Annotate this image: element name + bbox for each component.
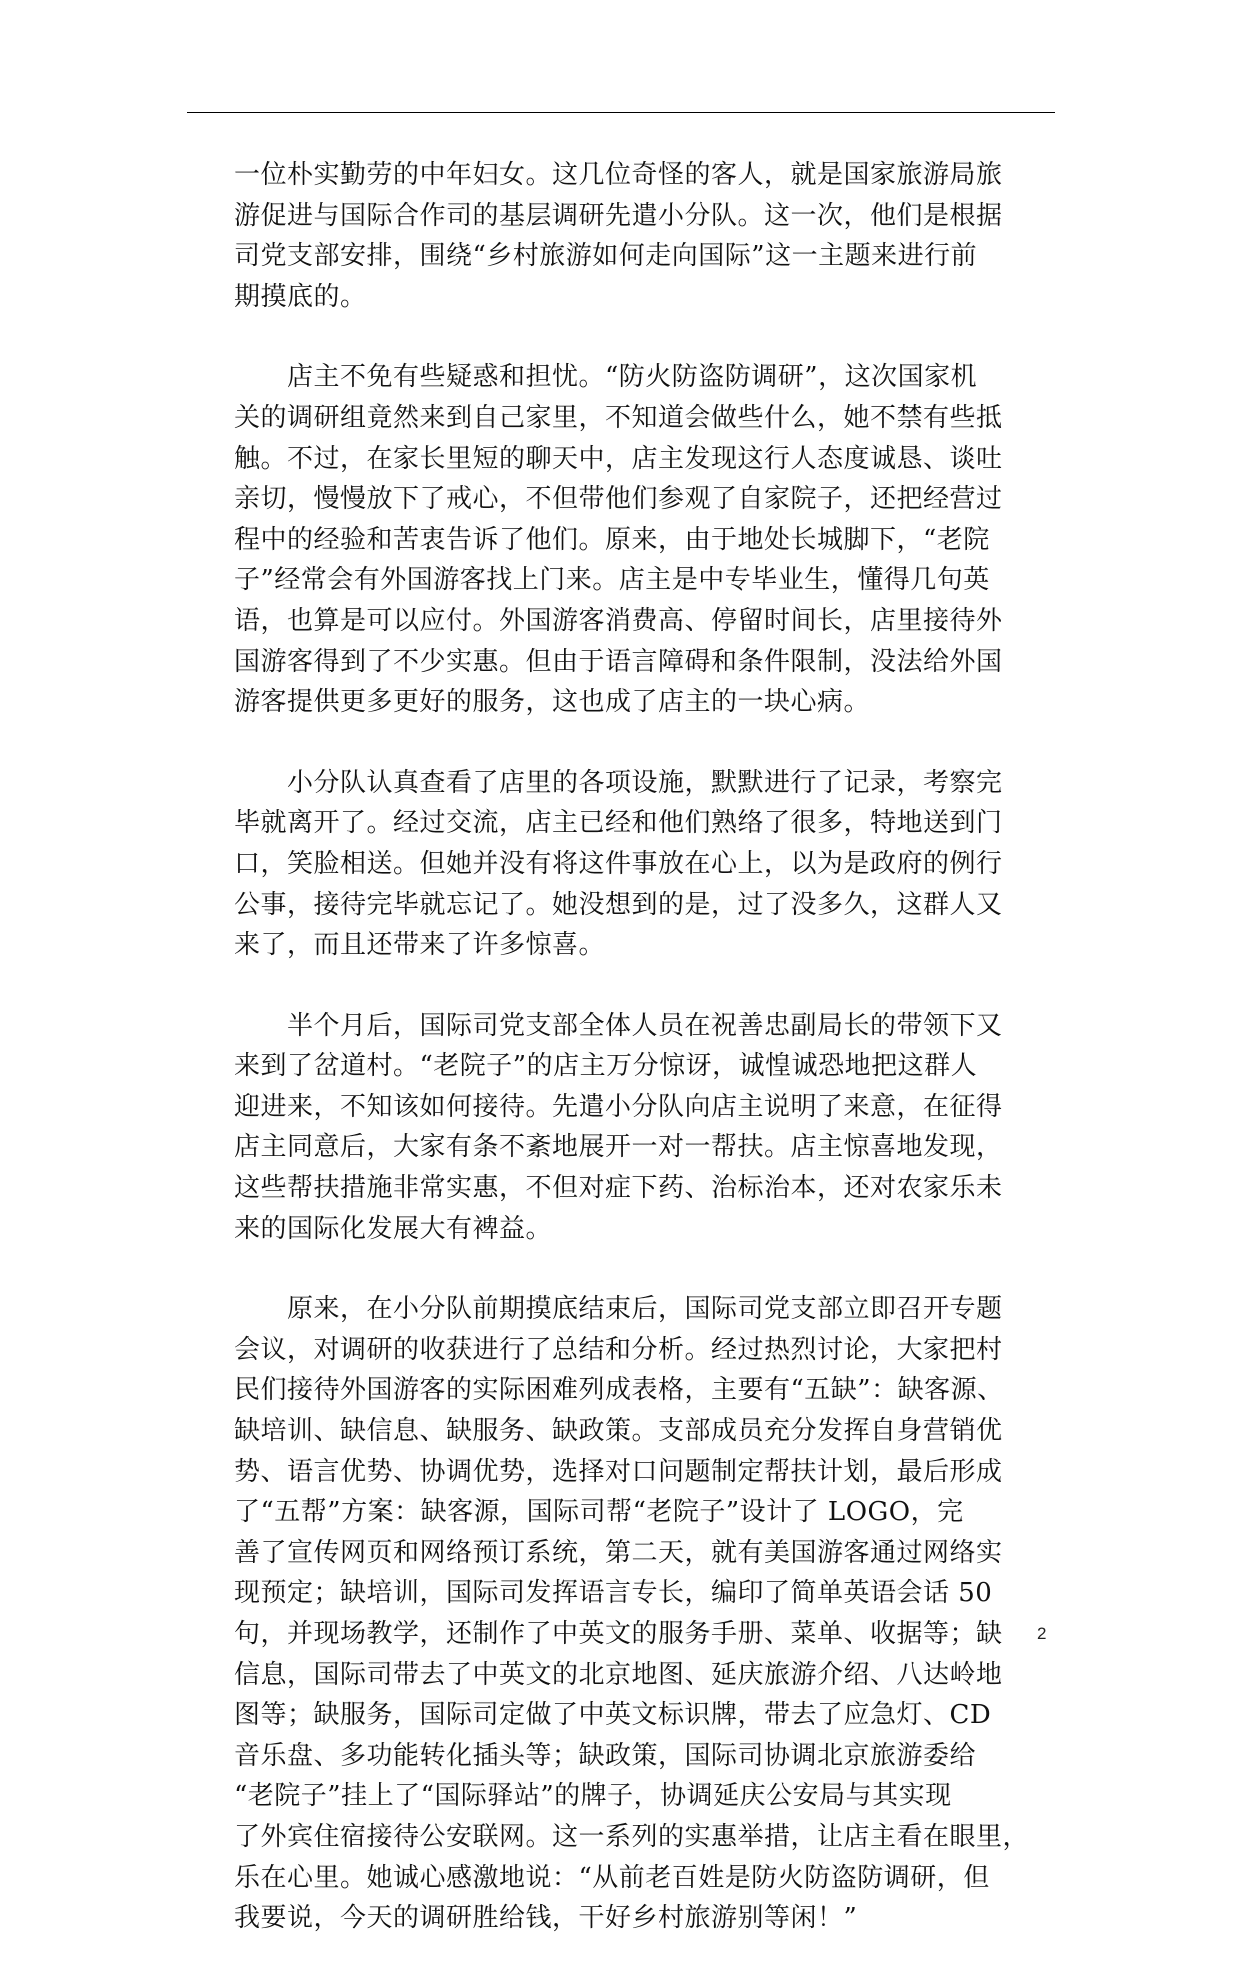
text-line: “老院子”挂上了“国际驿站”的牌子，协调延庆公安局与其实现 bbox=[234, 1781, 952, 1812]
text-line: 半个月后，国际司党支部全体人员在祝善忠副局长的带领下又 bbox=[234, 1010, 1003, 1041]
page-number: 2 bbox=[1037, 1624, 1047, 1643]
text-line: 店主同意后，大家有条不紊地展开一对一帮扶。店主惊喜地发现， bbox=[234, 1132, 1003, 1163]
text-line: 期摸底的。 bbox=[234, 281, 367, 312]
text-line: 国游客得到了不少实惠。但由于语言障碍和条件限制，没法给外国 bbox=[234, 646, 1003, 677]
text-line: 缺培训、缺信息、缺服务、缺政策。支部成员充分发挥自身营销优 bbox=[234, 1416, 1003, 1447]
text-line: 原来，在小分队前期摸底结束后，国际司党支部立即召开专题 bbox=[234, 1294, 1003, 1325]
text-line: 善了宣传网页和网络预订系统，第二天，就有美国游客通过网络实 bbox=[234, 1537, 1003, 1568]
paragraph-2 bbox=[234, 357, 1034, 722]
text-line: 游促进与国际合作司的基层调研先遣小分队。这一次，他们是根据 bbox=[234, 200, 1003, 231]
text-line: 民们接待外国游客的实际困难列成表格，主要有“五缺”：缺客源、 bbox=[234, 1375, 1004, 1406]
paragraph-3 bbox=[234, 763, 1034, 966]
text-line: 公事，接待完毕就忘记了。她没想到的是，过了没多久，这群人又 bbox=[234, 889, 1003, 920]
text-line: 迎进来，不知该如何接待。先遣小分队向店主说明了来意，在征得 bbox=[234, 1091, 1003, 1122]
text-line: 了外宾住宿接待公安联网。这一系列的实惠举措，让店主看在眼里， bbox=[234, 1821, 1030, 1852]
paragraph-4 bbox=[234, 1006, 1034, 1250]
text-line: 来了，而且还带来了许多惊喜。 bbox=[234, 930, 606, 961]
paragraph-1 bbox=[234, 155, 1034, 317]
text-line: 乐在心里。她诚心感激地说：“从前老百姓是防火防盗防调研，但 bbox=[234, 1862, 990, 1893]
text-line: 了“五帮”方案：缺客源，国际司帮“老院子”设计了 LOGO，完 bbox=[234, 1497, 964, 1528]
text-line: 触。不过，在家长里短的聊天中，店主发现这行人态度诚恳、谈吐 bbox=[234, 443, 1003, 474]
text-line: 来到了岔道村。“老院子”的店主万分惊讶，诚惶诚恐地把这群人 bbox=[234, 1051, 978, 1082]
paragraph-5 bbox=[234, 1289, 1034, 1939]
text-line: 毕就离开了。经过交流，店主已经和他们熟络了很多，特地送到门 bbox=[234, 808, 1003, 839]
text-line: 图等；缺服务，国际司定做了中英文标识牌，带去了应急灯、CD bbox=[234, 1700, 992, 1731]
text-line: 游客提供更多更好的服务，这也成了店主的一块心病。 bbox=[234, 687, 871, 718]
text-line: 现预定；缺培训，国际司发挥语言专长，编印了简单英语会话 50 bbox=[234, 1578, 993, 1609]
text-line: 音乐盘、多功能转化插头等；缺政策，国际司协调北京旅游委给 bbox=[234, 1740, 977, 1771]
text-line: 子”经常会有外国游客找上门来。店主是中专毕业生，懂得几句英 bbox=[234, 565, 990, 596]
text-line: 口，笑脸相送。但她并没有将这件事放在心上，以为是政府的例行 bbox=[234, 848, 1003, 879]
text-line: 我要说，今天的调研胜给钱，干好乡村旅游别等闲！” bbox=[234, 1903, 858, 1934]
document-body bbox=[234, 155, 1034, 1979]
text-line: 亲切，慢慢放下了戒心，不但带他们参观了自家院子，还把经营过 bbox=[234, 484, 1003, 515]
text-line: 信息，国际司带去了中英文的北京地图、延庆旅游介绍、八达岭地 bbox=[234, 1659, 1003, 1690]
text-line: 来的国际化发展大有裨益。 bbox=[234, 1213, 553, 1244]
text-line: 店主不免有些疑惑和担忧。“防火防盗防调研”，这次国家机 bbox=[234, 362, 978, 393]
text-line: 语，也算是可以应付。外国游客消费高、停留时间长，店里接待外 bbox=[234, 605, 1003, 636]
text-line: 这些帮扶措施非常实惠，不但对症下药、治标治本，还对农家乐未 bbox=[234, 1173, 1003, 1204]
text-line: 小分队认真查看了店里的各项设施，默默进行了记录，考察完 bbox=[234, 767, 1003, 798]
header-rule bbox=[187, 112, 1055, 113]
text-line: 司党支部安排，围绕“乡村旅游如何走向国际”这一主题来进行前 bbox=[234, 241, 978, 272]
text-line: 关的调研组竟然来到自己家里，不知道会做些什么，她不禁有些抵 bbox=[234, 402, 1003, 433]
text-line: 程中的经验和苦衷告诉了他们。原来，由于地处长城脚下，“老院 bbox=[234, 524, 990, 555]
text-line: 会议，对调研的收获进行了总结和分析。经过热烈讨论，大家把村 bbox=[234, 1334, 1003, 1365]
text-line: 势、语言优势、协调优势，选择对口问题制定帮扶计划，最后形成 bbox=[234, 1456, 1003, 1487]
text-line: 一位朴实勤劳的中年妇女。这几位奇怪的客人，就是国家旅游局旅 bbox=[234, 160, 1003, 190]
text-line: 句，并现场教学，还制作了中英文的服务手册、菜单、收据等；缺 bbox=[234, 1619, 1003, 1649]
